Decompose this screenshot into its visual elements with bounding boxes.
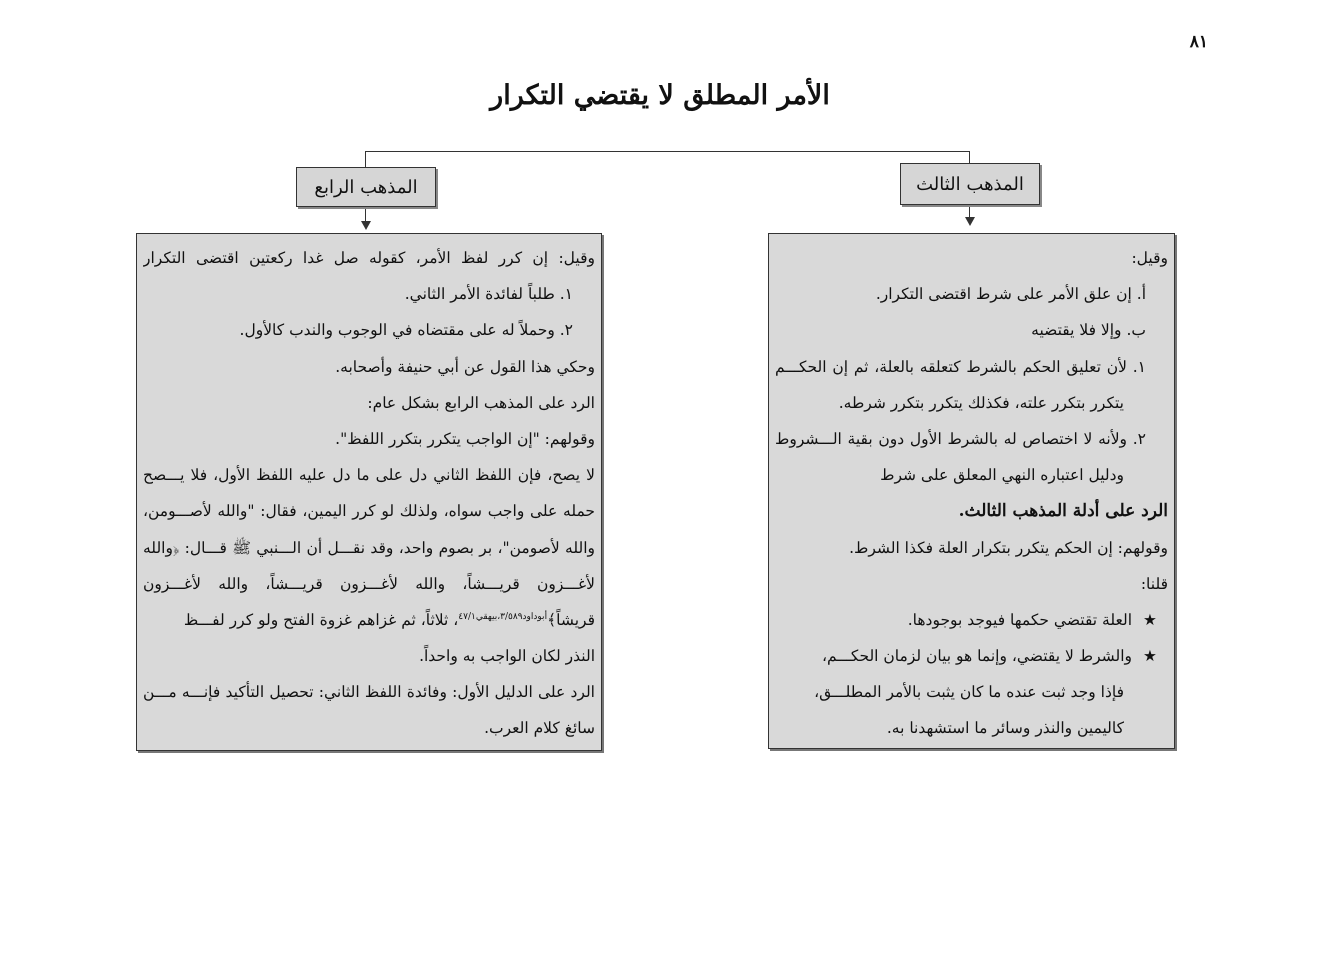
third-line-3: ١. لأن تعليق الحكم بالشرط كتعلقه بالعلة، ثم إن الحكـــم (775, 357, 1146, 376)
star-icon: ★ (1143, 610, 1157, 629)
third-school-box (768, 233, 1175, 749)
fourth-line-5: وقولهم: "إن الواجب يتكرر بتكرر اللفظ". (335, 429, 595, 448)
third-refutation-heading: الرد على أدلة المذهب الثالث. (958, 501, 1168, 522)
third-line-9: قلنا: (1140, 574, 1168, 593)
arrow-left-icon (361, 221, 371, 230)
fourth-line-0: وقيل: إن كرر لفظ الأمر، كقوله صل غدا ركعتين اقتضى التكرار (143, 249, 595, 267)
third-line-0: وقيل: (1131, 249, 1168, 267)
fourth-line-4: الرد على المذهب الرابع بشكل عام: (367, 393, 595, 412)
fourth-school-header: المذهب الرابع (296, 167, 436, 207)
fourth-line-10: قريشاً﴾$^{أبوداود٣/٥٨٩،بيهقي٤٧/١}$، ثلاثاً، ثم غزاهم غزوة الفتح ولو كرر لفـــظ (183, 610, 595, 629)
third-line-12: فإذا وجد ثبت عنده ما كان يثبت بالأمر المطلـــق، (814, 683, 1124, 702)
third-line-1: أ. إن علق الأمر على شرط اقتضى التكرار. (875, 285, 1146, 304)
fourth-line-3: وحكي هذا القول عن أبي حنيفة وأصحابه. (335, 357, 595, 376)
fourth-line-8: والله لأصومن"، بر بصوم واحد، وقد نقـــل أن الـــنبي ﷺ قـــال: ﴿والله (143, 538, 595, 557)
star-icon: ★ (1143, 647, 1157, 666)
fourth-line-15: سائغ كلام العرب. (484, 719, 595, 738)
arrow-right-icon (965, 217, 975, 226)
fourth-line-7: حمله على واجب سواه، ولذلك لو كرر اليمين، فقال: "والله لأصـــومن، (143, 502, 595, 521)
fourth-school-box (136, 233, 602, 751)
page-number: ٨١ (1189, 32, 1208, 52)
third-line-10: ★العلة تقتضي حكمها فيوجد بوجودها. (775, 602, 1168, 638)
third-line-6: ودليل اعتباره النهي المعلق على شرط (880, 466, 1124, 485)
connector-top (365, 151, 970, 152)
fourth-line-13: النذر لكان الواجب به واحداً. (419, 647, 595, 666)
connector-left-stem (365, 151, 366, 167)
connector-right-stem (969, 151, 970, 163)
fourth-line-9: لأغـــزون قريـــشاً، والله لأغـــزون قريـــشاً، والله لأغـــزون (143, 574, 595, 593)
fourth-line-2: ٢. وحملاً له على مقتضاه في الوجوب والندب كالأول. (239, 321, 573, 340)
third-line-11: ★والشرط لا يقتضي، وإنما هو بيان لزمان الحكـــم، (775, 638, 1168, 674)
page-title: الأمر المطلق لا يقتضي التكرار (490, 80, 830, 111)
third-line-4: يتكرر بتكرر علته، فكذلك يتكرر بتكرر شرطه. (838, 393, 1124, 412)
third-line-2: ب. وإلا فلا يقتضيه (1031, 321, 1146, 340)
hadith-reference: أبوداود٣/٥٨٩،بيهقي٤٧/١ (458, 611, 548, 622)
third-line-13: كاليمين والنذر وسائر ما استشهدنا به. (886, 719, 1124, 738)
fourth-line-6: لا يصح، فإن اللفظ الثاني دل على ما دل عليه اللفظ الأول، فلا يـــصح (143, 466, 595, 485)
third-school-header: المذهب الثالث (900, 163, 1040, 205)
third-line-5: ٢. ولأنه لا اختصاص له بالشرط الأول دون بقية الـــشروط (775, 429, 1146, 448)
third-line-8: وقولهم: إن الحكم يتكرر بتكرار العلة فكذا الشرط. (849, 538, 1168, 557)
fourth-line-1: ١. طلباً لفائدة الأمر الثاني. (404, 285, 573, 304)
fourth-line-14: الرد على الدليل الأول: وفائدة اللفظ الثاني: تحصيل التأكيد فإنـــه مـــن (143, 683, 595, 702)
